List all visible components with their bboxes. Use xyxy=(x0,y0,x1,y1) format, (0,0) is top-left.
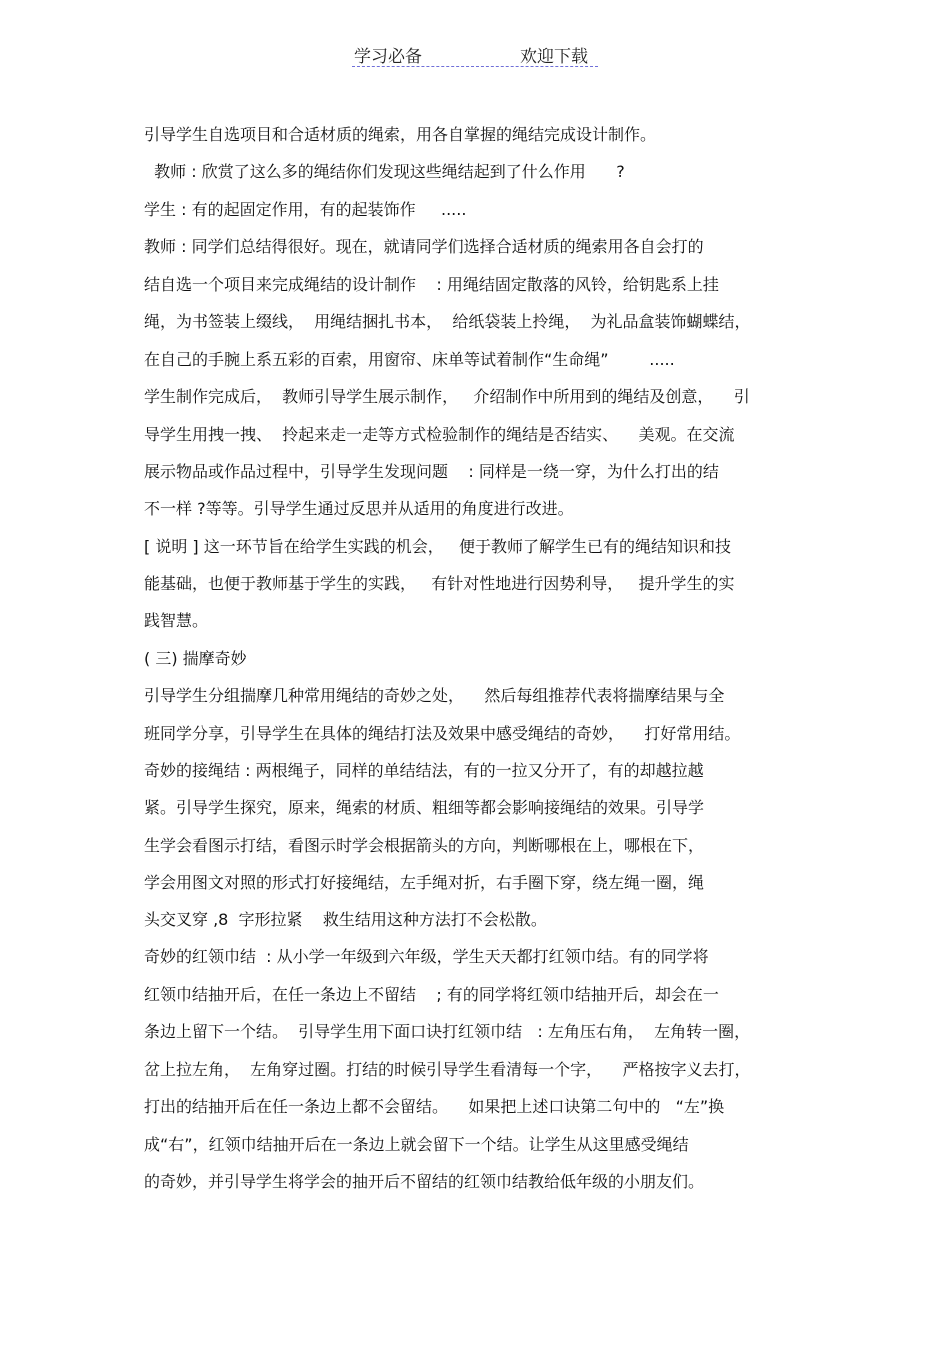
text-line: 教师 : 同学们总结得很好。现在，就请同学们选择合适材质的绳索用各自会打的 xyxy=(144,237,704,256)
text-line: 紧。引导学生探究，原来，绳索的材质、粗细等都会影响接绳结的效果。引导学 xyxy=(144,798,705,817)
section-heading: ( 三) 揣摩奇妙 xyxy=(144,649,247,668)
header-right-text: 欢迎下载 xyxy=(520,47,588,67)
text-line: 条边上留下一个结。 引导学生用下面口诀打红领巾结 : 左角压右角， 左角转一圈， xyxy=(144,1022,751,1041)
text-line: 红领巾结抽开后，在任一条边上不留结 ; 有的同学将红领巾结抽开后，却会在一 xyxy=(144,985,719,1004)
text-line: 学生制作完成后， 教师引导学生展示制作， 介绍制作中所用到的绳结及创意， 引 xyxy=(144,387,750,406)
text-line: 奇妙的红领巾结 : 从小学一年级到六年级，学生天天都打红领巾结。有的同学将 xyxy=(144,947,709,966)
text-line: 奇妙的接绳结 : 两根绳子，同样的单结结法，有的一拉又分开了，有的却越拉越 xyxy=(144,761,704,780)
text-line: 引导学生分组揣摩几种常用绳结的奇妙之处， 然后每组推荐代表将揣摩结果与全 xyxy=(144,686,725,705)
text-line: 绳，为书签装上缀线， 用绳结捆扎书本， 给纸袋装上拎绳， 为礼品盒装饰蝴蝶结， xyxy=(144,312,751,331)
text-line: 展示物品或作品过程中，引导学生发现问题 : 同样是一绕一穿，为什么打出的结 xyxy=(144,462,719,481)
text-line: 学生 : 有的起固定作用，有的起装饰作 ..... xyxy=(144,200,467,219)
text-line: 岔上拉左角， 左角穿过圈。打结的时候引导学生看清每一个字， 严格按字义去打， xyxy=(144,1060,751,1079)
text-line: 打出的结抽开后在任一条边上都不会留结。 如果把上述口诀第二句中的 “左”换 xyxy=(144,1097,725,1116)
text-line: 头交叉穿 ,8 字形拉紧 救生结用这种方法打不会松散。 xyxy=(144,910,547,929)
text-line: 不一样 ?等等。引导学生通过反思并从适用的角度进行改进。 xyxy=(144,499,574,518)
text-line: 成“右”，红领巾结抽开后在一条边上就会留下一个结。让学生从这里感受绳结 xyxy=(144,1135,689,1154)
text-line: 教师 : 欣赏了这么多的绳结你们发现这些绳结起到了什么作用 ? xyxy=(144,162,625,181)
text-line: 导学生用拽一拽、 拎起来走一走等方式检验制作的绳结是否结实、 美观。在交流 xyxy=(144,425,735,444)
text-line: 学会用图文对照的形式打好接绳结，左手绳对折，右手圈下穿，绕左绳一圈，绳 xyxy=(144,873,705,892)
text-line: 生学会看图示打结，看图示时学会根据箭头的方向，判断哪根在上，哪根在下， xyxy=(144,836,705,855)
text-line: 践智慧。 xyxy=(144,611,209,630)
text-line: 引导学生自选项目和合适材质的绳索，用各自掌握的绳结完成设计制作。 xyxy=(144,125,657,144)
text-line: 结自选一个项目来完成绳结的设计制作 : 用绳结固定散落的风铃，给钥匙系上挂 xyxy=(144,275,719,294)
header-left-text: 学习必备 xyxy=(354,47,422,67)
text-line: 的奇妙，并引导学生将学会的抽开后不留结的红领巾结教给低年级的小朋友们。 xyxy=(144,1172,705,1191)
text-line: [ 说明 ] 这一环节旨在给学生实践的机会， 便于教师了解学生已有的绳结知识和技 xyxy=(144,537,732,556)
text-line: 能基础，也便于教师基于学生的实践， 有针对性地进行因势利导， 提升学生的实 xyxy=(144,574,735,593)
text-line: 在自己的手腕上系五彩的百索，用窗帘、床单等试着制作“生命绳” ..... xyxy=(144,350,675,369)
text-line: 班同学分享，引导学生在具体的绳结打法及效果中感受绳结的奇妙， 打好常用结。 xyxy=(144,724,741,743)
